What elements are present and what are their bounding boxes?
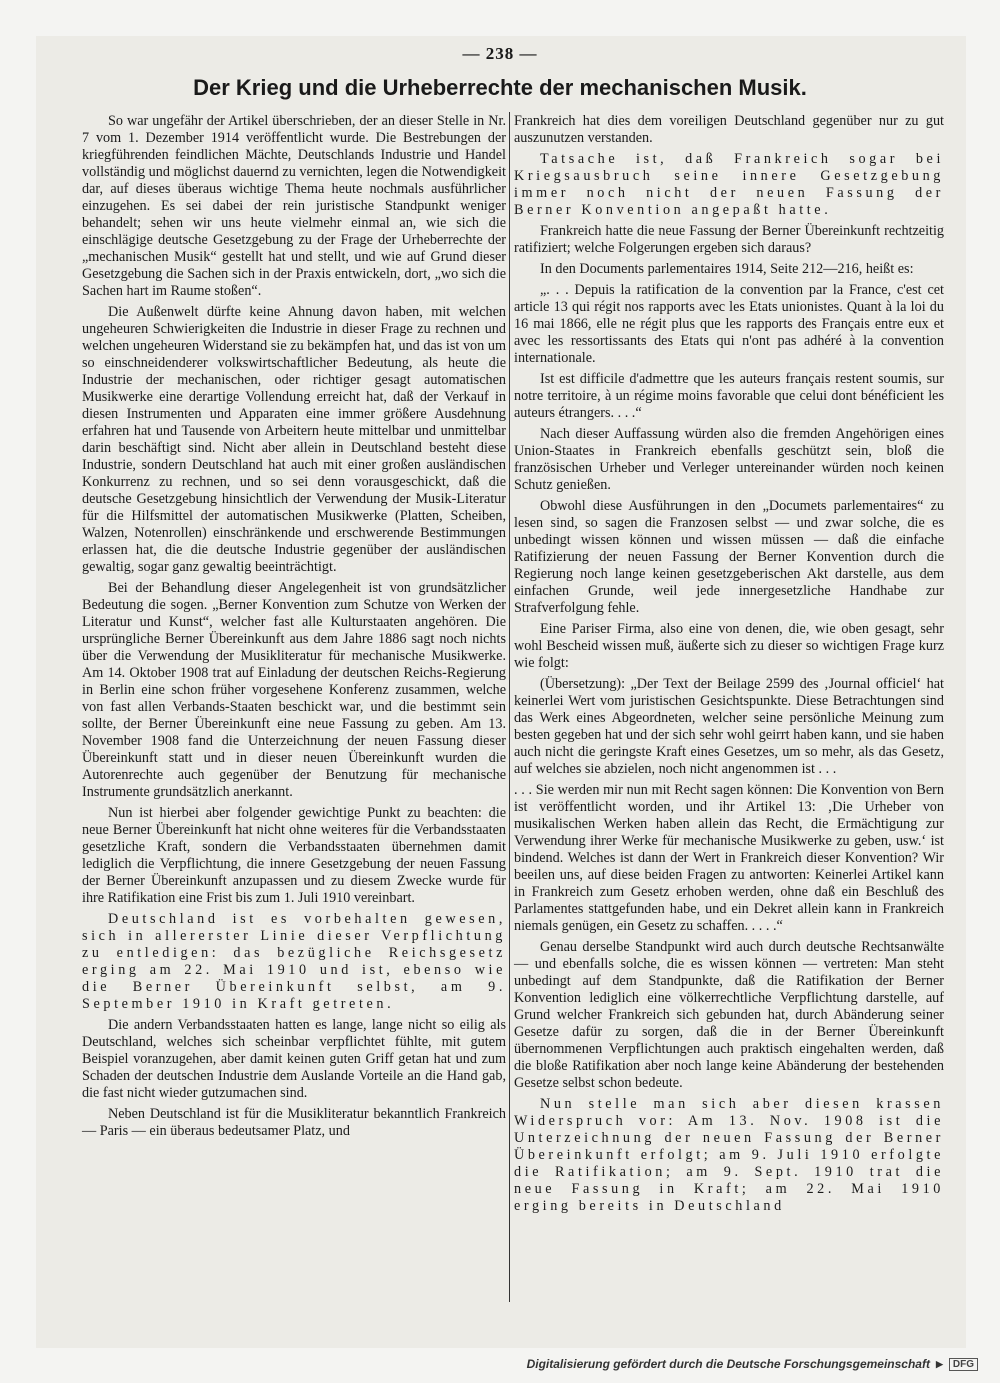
right-column [514,113,944,1219]
paragraph: Die Außenwelt dürfte keine Ahnung davon haben, mit welchen ungeheuren Schwierigkeiten die Industrie in dieser Frage zu rechnen und welchen ungeheuren Widerstand sie zu bekämpfen hat, und das ist von um so einschneidenderer volkswirtschaftlicher Bedeutung, als heute die Industrie der mechanischen, oder richtiger gesagt automatischen Musikwerke eine derartige Vollendung erreicht hat, daß der Verkauf in diesen Instrumenten und Apparaten eine immer größere Ausdehnung erfahren hat und Tausende von Arbeitern heute mittelbar und unmittelbar darin beschäftigt sind. Nicht aber allein in Deutschland besteht diese Industrie, sondern Deutschland hat auch mit einer großen ausländischen Konkurrenz zu rechnen, und so sei denn vorausgeschickt, daß die deutsche Gesetzgebung hinsichtlich der Verwendung der Musik-Literatur für die Hilfsmittel der automatischen Musikwerke (Platten, Scheiben, Walzen, Notenrollen) einschränkende und erschwerende Bestimmungen erlassen hat, die die deutsche Industrie gegenüber der ausländischen gewaltig, sogar ganz gewaltig beeinträchtigt. [82,304,506,575]
quote-paragraph: „. . . Depuis la ratification de la convention par la France, c'est cet article 13 qui régit nos rapports avec les Etats unionistes. Quant à la loi du 16 mai 1866, elle ne régit plus que les rapports des Français entre eux et avec les ressortissants des Etats qui n'ont pas adhéré à la convention internationale. [514,282,944,366]
paragraph: Nun ist hierbei aber folgender gewichtige Punkt zu beachten: die neue Berner Übereinkunft hat nicht ohne weiteres für die Verbandsstaaten gesetzliche Kraft, sondern die Verbandsstaaten übernehmen damit lediglich die Verpflichtung, die innere Gesetzgebung der neuen Fassung der Berner Übereinkunft anzupassen und zu diesem Zwecke wurde für ihre Ratifikation eine Frist bis zum 1. Juli 1910 vereinbart. [82,805,506,906]
paragraph: Frankreich hatte die neue Fassung der Berner Übereinkunft rechtzeitig ratifiziert; welche Folgerungen ergeben sich daraus? [514,223,944,256]
paragraph: Die andern Verbandsstaaten hatten es lange, lange nicht so eilig als Deutschland, welches sich scheinbar verpflichtet fühlte, mit gutem Beispiel voranzugehen, aber damit keinen guten Griff getan hat und zum Schaden der deutschen Industrie dem Auslande Vorteile an die Hand gab, die fast nicht wieder gutzumachen sind. [82,1017,506,1101]
dfg-logo: DFG [949,1358,978,1371]
paragraph: Neben Deutschland ist für die Musikliteratur bekanntlich Frankreich — Paris — ein überaus bedeutsamer Platz, und [82,1106,506,1139]
paragraph: Frankreich hat dies dem voreiligen Deutschland gegenüber nur zu gut auszunutzen verstanden. [514,113,944,146]
paragraph: Nach dieser Auffassung würden also die fremden Angehörigen eines Union-Staates in Frankreich ebenfalls geschützt sein, bloß die französischen Urheber und Verleger untereinander würden noch keinen Schutz genießen. [514,426,944,493]
quote-paragraph: Ist est difficile d'admettre que les auteurs français restent soumis, sur notre territoire, à un régime moins favorable que celui dont bénéficient les auteurs étrangers. . . .“ [514,371,944,421]
digitization-credit [527,1357,978,1371]
paragraph-emphasis: Nun stelle man sich aber diesen krassen Widerspruch vor: Am 13. Nov. 1908 ist die Unterzeichnung der neuen Fassung der Berner Übereinkunft erfolgt; am 9. Juli 1910 erfolgte die Ratifikation; am 9. Sept. 1910 trat die neue Fassung in Kraft; am 22. Mai 1910 erging bereits in Deutschland [514,1096,944,1214]
arrow-icon: ▶ [935,1358,943,1369]
paragraph: In den Documents parlementaires 1914, Seite 212—216, heißt es: [540,261,914,277]
paragraph: Bei der Behandlung dieser Angelegenheit ist von grundsätzlicher Bedeutung die sogen. „Berner Konvention zum Schutze von Werken der Literatur und Kunst“, welcher fast alle Kulturstaaten angehören. Die ursprüngliche Berner Übereinkunft aus dem Jahre 1886 sagt noch nichts über die Verwendung der Musikliteratur für mechanische Musikwerke. Am 14. Oktober 1908 trat auf Einladung der deutschen Reichs-Regierung in Berlin eine schon früher vorgesehene Konferenz zusammen, welche von fast allen Verbands-Staaten beschickt war, und die bestimmt sein sollte, der Berner Übereinkunft eine neue Fassung zu geben. Am 13. November 1908 fand die Unterzeichnung der neuen Fassung dieser Übereinkunft statt und in dieser neuen Übereinkunft wurden die Autorenrechte auch gegenüber der Benutzung für mechanische Instrumente grundsätzlich anerkannt. [82,580,506,800]
column-divider [509,112,510,1302]
paragraph: Obwohl diese Ausführungen in den „Documets parlementaires“ zu lesen sind, so sagen die Franzosen selbst — und zwar solche, die es unbedingt wissen können und wissen müssen — daß die einfache Ratifizierung der neuen Fassung der Berner Konvention durch die Regierung noch lange keinen gesetzgeberischen Akt darstelle, aus dem einfachen Grunde, weil jede innergesetzliche Handhabe zur Strafverfolgung fehle. [514,498,944,616]
page-number: — 238 — [462,44,538,63]
paragraph-emphasis: Tatsache ist, daß Frankreich sogar bei Kriegsausbruch seine innere Gesetzgebung immer noch nicht der neuen Fassung der Berner Konvention angepaßt hatte. [514,151,944,218]
quote-paragraph: . . . Sie werden mir nun mit Recht sagen können: Die Konvention von Bern ist veröffentlicht worden, und ihr Artikel 13: ‚Die Urheber von musikalischen Werken haben allein das Recht, die Ermächtigung zur Verwendung ihrer Werke für mechanische Musikwerke zu geben, usw.‘ ist bindend. Welches ist dann der Wert in Frankreich dieser Konvention? Wir beeilen uns, auf diese beiden Fragen zu antworten: Keinerlei Artikel kann in Frankreich zum Gesetz erhoben werden, ohne daß ein Beschluß des Parlamentes stattgefunden habe, und ein Dekret allein kann in Frankreich niemals genügen, ein Gesetz zu schaffen. . . . .“ [514,782,944,934]
article-title: Der Krieg und die Urheberrechte der mechanischen Musik. [193,75,807,100]
left-column [82,113,506,1144]
paragraph-emphasis: Deutschland ist es vorbehalten gewesen, sich in allererster Linie dieser Verpflichtung zu entledigen: das bezügliche Reichsgesetz erging am 22. Mai 1910 und ist, ebenso wie die Berner Übereinkunft selbst, am 9. September 1910 in Kraft getreten. [82,911,506,1012]
quote-paragraph: (Übersetzung): „Der Text der Beilage 2599 des ‚Journal officiel‘ hat keinerlei Wert vom juristischen Gesichtspunkte. Diese Betrachtungen sind das Werk eines Abgeordneten, welcher seine persönliche Meinung zum besten gegeben hat und der sich sehr wohl geirrt haben kann, und sie haben auch nicht die geringste Kraft eines Gesetzes, um so mehr, als das Gesetz, auf welches sie abzielen, noch nicht angenommen ist . . . [514,676,944,777]
paragraph: So war ungefähr der Artikel überschrieben, der an dieser Stelle in Nr. 7 vom 1. Dezember 1914 veröffentlicht wurde. Die Bestrebungen der kriegführenden feindlichen Mächte, Deutschlands Industrie und Handel vollständig und möglichst dauernd zu vernichten, legen die Notwendigkeit dar, auf dieses überaus wichtige Thema heute nochmals ausführlicher einzugehen. Es sei dabei der rein juristische Standpunkt weniger behandelt; sehen wir uns heute vielmehr einmal an, wie sich die einschlägige deutsche Gesetzgebung zu der Frage der Urheberrechte der „mechanischen Musik“ gestellt hat und stellt, und wie auf Grund dieser Gesetzgebung die Sachen sich in der Praxis entwickeln, dort, „wo sich die Sachen hart im Raume stoßen“. [82,113,506,299]
paragraph: Eine Pariser Firma, also eine von denen, die, wie oben gesagt, sehr wohl Bescheid wissen muß, äußerte sich zu dieser so wichtigen Frage kurz wie folgt: [514,621,944,671]
credit-text: Digitalisierung gefördert durch die Deutsche Forschungsgemeinschaft [526,1357,930,1371]
paragraph: Genau derselbe Standpunkt wird auch durch deutsche Rechtsanwälte — und ebenfalls solche, die es wissen können — vertreten: Man steht unbedingt auf dem Standpunkte, daß die Ratifikation der Berner Konvention lediglich eine völkerrechtliche Verpflichtung darstelle, auf Grund welcher Frankreich sich gebunden hat, durch Abänderung seiner Gesetze dafür zu sorgen, daß die in der Berner Übereinkunft übernommenen Verpflichtungen auch praktisch eingehalten werden, daß die bloße Ratifikation aber noch lange keine Abänderung der bestehenden Gesetze selbst schon bedeute. [514,939,944,1091]
